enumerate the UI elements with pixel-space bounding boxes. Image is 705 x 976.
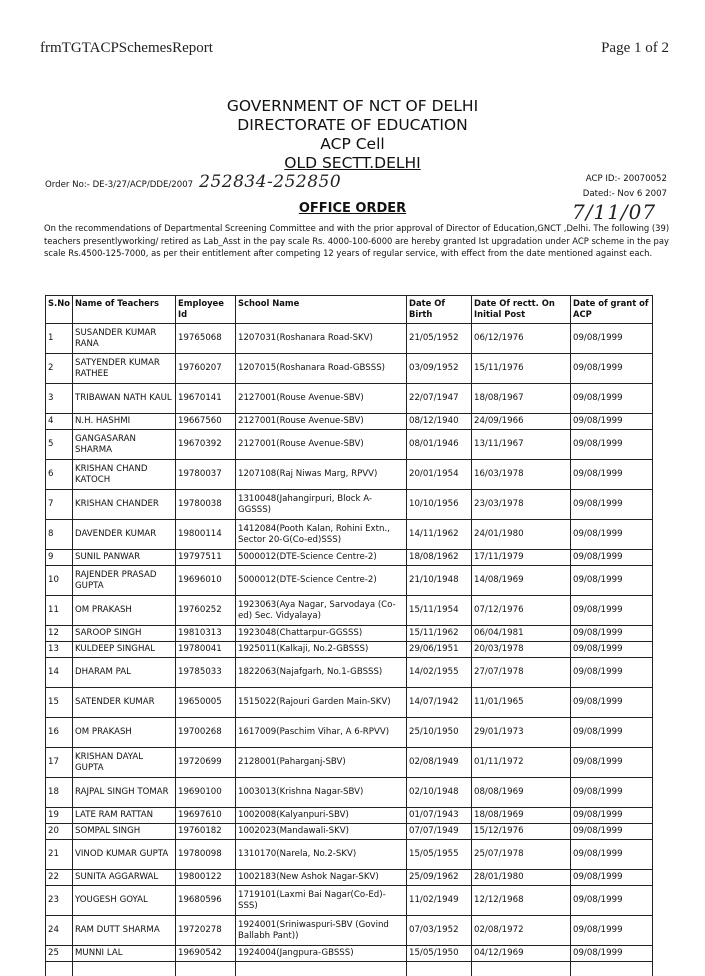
employee-id-cell: 19760207	[176, 354, 236, 384]
recruitment-date-cell: 17/11/1979	[472, 550, 571, 566]
name-cell: LATE RAM RATTAN	[73, 808, 176, 824]
name-cell: VINOD KUMAR GUPTA	[73, 840, 176, 870]
sno-cell: 19	[46, 808, 73, 824]
order-no-label: Order No:- DE-3/27/ACP/DDE/2007	[45, 180, 193, 190]
handwritten-date: 7/11/07	[572, 200, 656, 224]
col-sno: S.No	[46, 296, 73, 324]
sno-cell: 20	[46, 824, 73, 840]
school-cell: 2127001(Rouse Avenue-SBV)	[236, 414, 407, 430]
school-cell: 1515022(Rajouri Garden Main-SKV)	[236, 688, 407, 718]
recruitment-date-cell: 25/07/1978	[472, 840, 571, 870]
dob-cell: 21/10/1948	[407, 566, 472, 596]
table-row	[46, 778, 653, 808]
sno-cell: 15	[46, 688, 73, 718]
sno-cell: 7	[46, 490, 73, 520]
recruitment-date-cell: 11/01/1965	[472, 688, 571, 718]
table-row	[46, 916, 653, 946]
sno-cell: 10	[46, 566, 73, 596]
dob-cell: 03/09/1952	[407, 354, 472, 384]
sno-cell: 22	[46, 870, 73, 886]
grant-date-cell: 09/08/1999	[571, 520, 653, 550]
table-row	[46, 414, 653, 430]
heading-line-4: OLD SECTT.DELHI	[0, 154, 705, 173]
grant-date-cell: 09/08/1999	[571, 430, 653, 460]
school-cell: 1207108(Raj Niwas Marg, RPVV)	[236, 460, 407, 490]
order-number	[45, 172, 341, 192]
sno-cell: 9	[46, 550, 73, 566]
name-cell: SUNITA AGGARWAL	[73, 870, 176, 886]
grant-date-cell: 09/08/1999	[571, 626, 653, 642]
employee-id-cell: 19760252	[176, 596, 236, 626]
employee-id-cell: 19690100	[176, 778, 236, 808]
name-cell: SAROOP SINGH	[73, 626, 176, 642]
table-row	[46, 718, 653, 748]
employee-id-cell: 19780098	[176, 840, 236, 870]
employee-id-cell: 19650005	[176, 688, 236, 718]
table-continuation	[46, 962, 653, 976]
recruitment-date-cell: 06/04/1981	[472, 626, 571, 642]
handwritten-number: 252834-252850	[199, 172, 341, 192]
school-cell: 1310170(Narela, No.2-SKV)	[236, 840, 407, 870]
dob-cell: 14/11/1962	[407, 520, 472, 550]
grant-date-cell: 09/08/1999	[571, 566, 653, 596]
dob-cell: 10/10/1956	[407, 490, 472, 520]
name-cell: SOMPAL SINGH	[73, 824, 176, 840]
grant-date-cell: 09/08/1999	[571, 916, 653, 946]
heading-line-3: ACP Cell	[0, 135, 705, 154]
employee-id-cell: 19670392	[176, 430, 236, 460]
name-cell: RAJENDER PRASAD GUPTA	[73, 566, 176, 596]
report-name: frmTGTACPSchemesReport	[40, 40, 213, 57]
employee-id-cell: 19690542	[176, 946, 236, 962]
school-cell: 2128001(Paharganj-SBV)	[236, 748, 407, 778]
dob-cell: 15/11/1962	[407, 626, 472, 642]
school-cell: 1924001(Sriniwaspuri-SBV (Govind Ballabh Pant))	[236, 916, 407, 946]
recruitment-date-cell: 15/11/1976	[472, 354, 571, 384]
employee-id-cell: 19780037	[176, 460, 236, 490]
recruitment-date-cell: 04/12/1969	[472, 946, 571, 962]
grant-date-cell: 09/08/1999	[571, 642, 653, 658]
grant-date-cell: 09/08/1999	[571, 324, 653, 354]
grant-date-cell: 09/08/1999	[571, 946, 653, 962]
school-cell: 1412084(Pooth Kalan, Rohini Extn., Sector 20-G(Co-ed)SSS)	[236, 520, 407, 550]
grant-date-cell: 09/08/1999	[571, 460, 653, 490]
grant-date-cell: 09/08/1999	[571, 596, 653, 626]
table-row	[46, 808, 653, 824]
grant-date-cell: 09/08/1999	[571, 748, 653, 778]
school-cell: 2127001(Rouse Avenue-SBV)	[236, 430, 407, 460]
school-cell: 1822063(Najafgarh, No.1-GBSSS)	[236, 658, 407, 688]
recruitment-date-cell: 24/09/1966	[472, 414, 571, 430]
employee-id-cell: 19810313	[176, 626, 236, 642]
table-row	[46, 748, 653, 778]
recruitment-date-cell: 06/12/1976	[472, 324, 571, 354]
table-row	[46, 520, 653, 550]
sno-cell: 1	[46, 324, 73, 354]
table-row	[46, 354, 653, 384]
employee-id-cell: 19760182	[176, 824, 236, 840]
dob-cell: 08/12/1940	[407, 414, 472, 430]
grant-date-cell: 09/08/1999	[571, 658, 653, 688]
empty-cell	[46, 962, 73, 976]
grant-date-cell: 09/08/1999	[571, 688, 653, 718]
name-cell: DHARAM PAL	[73, 658, 176, 688]
employee-id-cell: 19780038	[176, 490, 236, 520]
dob-cell: 11/02/1949	[407, 886, 472, 916]
recruitment-date-cell: 28/01/1980	[472, 870, 571, 886]
sno-cell: 13	[46, 642, 73, 658]
table-row	[46, 870, 653, 886]
acp-info	[583, 172, 667, 202]
table-row	[46, 824, 653, 840]
employee-id-cell: 19800122	[176, 870, 236, 886]
dob-cell: 25/09/1962	[407, 870, 472, 886]
recruitment-date-cell: 24/01/1980	[472, 520, 571, 550]
page-indicator: Page 1 of 2	[601, 40, 669, 57]
recruitment-date-cell: 13/11/1967	[472, 430, 571, 460]
name-cell: YOUGESH GOYAL	[73, 886, 176, 916]
col-dob: Date Of Birth	[407, 296, 472, 324]
heading-line-1: GOVERNMENT OF NCT OF DELHI	[0, 97, 705, 116]
grant-date-cell: 09/08/1999	[571, 718, 653, 748]
school-cell: 1925011(Kalkaji, No.2-GBSSS)	[236, 642, 407, 658]
school-cell: 1002023(Mandawali-SKV)	[236, 824, 407, 840]
grant-date-cell: 09/08/1999	[571, 778, 653, 808]
employee-id-cell: 19670141	[176, 384, 236, 414]
acp-id: ACP ID:- 20070052	[583, 172, 667, 187]
recruitment-date-cell: 08/08/1969	[472, 778, 571, 808]
recruitment-date-cell: 20/03/1978	[472, 642, 571, 658]
name-cell: RAM DUTT SHARMA	[73, 916, 176, 946]
dob-cell: 20/01/1954	[407, 460, 472, 490]
dob-cell: 07/03/1952	[407, 916, 472, 946]
table-row	[46, 688, 653, 718]
sno-cell: 24	[46, 916, 73, 946]
table-row	[46, 840, 653, 870]
school-cell: 1003013(Krishna Nagar-SBV)	[236, 778, 407, 808]
grant-date-cell: 09/08/1999	[571, 840, 653, 870]
employee-id-cell: 19780041	[176, 642, 236, 658]
name-cell: SATENDER KUMAR	[73, 688, 176, 718]
dob-cell: 15/05/1950	[407, 946, 472, 962]
grant-date-cell: 09/08/1999	[571, 354, 653, 384]
empty-cell	[571, 962, 653, 976]
col-name: Name of Teachers	[73, 296, 176, 324]
recruitment-date-cell: 16/03/1978	[472, 460, 571, 490]
dob-cell: 14/07/1942	[407, 688, 472, 718]
dob-cell: 29/06/1951	[407, 642, 472, 658]
sno-cell: 23	[46, 886, 73, 916]
recruitment-date-cell: 01/11/1972	[472, 748, 571, 778]
table-row	[46, 490, 653, 520]
dob-cell: 02/08/1949	[407, 748, 472, 778]
dated: Dated:- Nov 6 2007	[583, 187, 667, 202]
name-cell: N.H. HASHMI	[73, 414, 176, 430]
print-header	[40, 40, 669, 57]
grant-date-cell: 09/08/1999	[571, 824, 653, 840]
recruitment-date-cell: 12/12/1968	[472, 886, 571, 916]
employee-id-cell: 19697610	[176, 808, 236, 824]
recruitment-date-cell: 07/12/1976	[472, 596, 571, 626]
recruitment-date-cell: 18/08/1967	[472, 384, 571, 414]
empty-cell	[407, 962, 472, 976]
teachers-table	[45, 295, 653, 976]
dob-cell: 21/05/1952	[407, 324, 472, 354]
name-cell: SATYENDER KUMAR RATHEE	[73, 354, 176, 384]
empty-cell	[73, 962, 176, 976]
table-row	[46, 550, 653, 566]
dob-cell: 08/01/1946	[407, 430, 472, 460]
sno-cell: 16	[46, 718, 73, 748]
employee-id-cell: 19765068	[176, 324, 236, 354]
grant-date-cell: 09/08/1999	[571, 490, 653, 520]
sno-cell: 12	[46, 626, 73, 642]
grant-date-cell: 09/08/1999	[571, 414, 653, 430]
table-row	[46, 460, 653, 490]
school-cell: 1719101(Laxmi Bai Nagar(Co-Ed)-SSS)	[236, 886, 407, 916]
name-cell: RAJPAL SINGH TOMAR	[73, 778, 176, 808]
recruitment-date-cell: 27/07/1978	[472, 658, 571, 688]
employee-id-cell: 19700268	[176, 718, 236, 748]
employee-id-cell: 19696010	[176, 566, 236, 596]
grant-date-cell: 09/08/1999	[571, 384, 653, 414]
sno-cell: 4	[46, 414, 73, 430]
recruitment-date-cell: 29/01/1973	[472, 718, 571, 748]
dob-cell: 14/02/1955	[407, 658, 472, 688]
recruitment-date-cell: 15/12/1976	[472, 824, 571, 840]
school-cell: 5000012(DTE-Science Centre-2)	[236, 550, 407, 566]
table-row	[46, 566, 653, 596]
name-cell: KRISHAN CHAND KATOCH	[73, 460, 176, 490]
grant-date-cell: 09/08/1999	[571, 886, 653, 916]
recruitment-date-cell: 02/08/1972	[472, 916, 571, 946]
employee-id-cell: 19720699	[176, 748, 236, 778]
school-cell: 2127001(Rouse Avenue-SBV)	[236, 384, 407, 414]
table-row	[46, 596, 653, 626]
heading-line-2: DIRECTORATE OF EDUCATION	[0, 116, 705, 135]
name-cell: DAVENDER KUMAR	[73, 520, 176, 550]
empty-cell	[236, 962, 407, 976]
name-cell: KRISHAN DAYAL GUPTA	[73, 748, 176, 778]
school-cell: 1923063(Aya Nagar, Sarvodaya (Co-ed) Sec. Vidyalaya)	[236, 596, 407, 626]
empty-cell	[176, 962, 236, 976]
dob-cell: 25/10/1950	[407, 718, 472, 748]
sno-cell: 14	[46, 658, 73, 688]
employee-id-cell: 19800114	[176, 520, 236, 550]
order-paragraph: On the recommendations of Departmental Screening Committee and with the prior approval of Director of Education,GNCT ,Delhi. The following (39) teachers presentlyworking/ retired as Lab_Asst in the pay scale Rs. 4000-100-6000 are hereby granted Ist upgradation under ACP scheme in the pay scale Rs.4500-125-7000, as per their entitlement after competing 12 years of regular service, with effect from the date mentioned against each.	[44, 222, 676, 260]
name-cell: TRIBAWAN NATH KAUL	[73, 384, 176, 414]
name-cell: KRISHAN CHANDER	[73, 490, 176, 520]
sno-cell: 6	[46, 460, 73, 490]
name-cell: GANGASARAN SHARMA	[73, 430, 176, 460]
sno-cell: 5	[46, 430, 73, 460]
sno-cell: 21	[46, 840, 73, 870]
table-row	[46, 886, 653, 916]
sno-cell: 2	[46, 354, 73, 384]
col-grant-date: Date of grant of ACP	[571, 296, 653, 324]
name-cell: OM PRAKASH	[73, 596, 176, 626]
school-cell: 1310048(Jahangirpuri, Block A-GGSSS)	[236, 490, 407, 520]
sno-cell: 18	[46, 778, 73, 808]
school-cell: 1207015(Roshanara Road-GBSSS)	[236, 354, 407, 384]
dob-cell: 18/08/1962	[407, 550, 472, 566]
dob-cell: 22/07/1947	[407, 384, 472, 414]
employee-id-cell: 19720278	[176, 916, 236, 946]
name-cell: MUNNI LAL	[73, 946, 176, 962]
sno-cell: 25	[46, 946, 73, 962]
employee-id-cell: 19797511	[176, 550, 236, 566]
recruitment-date-cell: 23/03/1978	[472, 490, 571, 520]
letterhead	[0, 97, 705, 173]
table-row	[46, 642, 653, 658]
table-row	[46, 384, 653, 414]
employee-id-cell: 19667560	[176, 414, 236, 430]
school-cell: 5000012(DTE-Science Centre-2)	[236, 566, 407, 596]
table-row	[46, 324, 653, 354]
school-cell: 1617009(Paschim Vihar, A 6-RPVV)	[236, 718, 407, 748]
sno-cell: 3	[46, 384, 73, 414]
school-cell: 1207031(Roshanara Road-SKV)	[236, 324, 407, 354]
employee-id-cell: 19785033	[176, 658, 236, 688]
document-title: OFFICE ORDER	[0, 201, 705, 216]
table-row	[46, 626, 653, 642]
school-cell: 1924004(Jangpura-GBSSS)	[236, 946, 407, 962]
col-school: School Name	[236, 296, 407, 324]
col-employee-id: Employee Id	[176, 296, 236, 324]
name-cell: SUNIL PANWAR	[73, 550, 176, 566]
dob-cell: 01/07/1943	[407, 808, 472, 824]
name-cell: SUSANDER KUMAR RANA	[73, 324, 176, 354]
grant-date-cell: 09/08/1999	[571, 808, 653, 824]
sno-cell: 11	[46, 596, 73, 626]
employee-id-cell: 19680596	[176, 886, 236, 916]
grant-date-cell: 09/08/1999	[571, 870, 653, 886]
sno-cell: 8	[46, 520, 73, 550]
recruitment-date-cell: 18/08/1969	[472, 808, 571, 824]
table-row	[46, 946, 653, 962]
sno-cell: 17	[46, 748, 73, 778]
school-cell: 1002008(Kalyanpuri-SBV)	[236, 808, 407, 824]
table-row	[46, 430, 653, 460]
empty-cell	[472, 962, 571, 976]
table-row	[46, 658, 653, 688]
dob-cell: 07/07/1949	[407, 824, 472, 840]
name-cell: KULDEEP SINGHAL	[73, 642, 176, 658]
dob-cell: 15/05/1955	[407, 840, 472, 870]
col-recruitment-date: Date Of rectt. On Initial Post	[472, 296, 571, 324]
dob-cell: 02/10/1948	[407, 778, 472, 808]
table-header-row	[46, 296, 653, 324]
dob-cell: 15/11/1954	[407, 596, 472, 626]
grant-date-cell: 09/08/1999	[571, 550, 653, 566]
recruitment-date-cell: 14/08/1969	[472, 566, 571, 596]
school-cell: 1002183(New Ashok Nagar-SKV)	[236, 870, 407, 886]
school-cell: 1923048(Chattarpur-GGSSS)	[236, 626, 407, 642]
name-cell: OM PRAKASH	[73, 718, 176, 748]
